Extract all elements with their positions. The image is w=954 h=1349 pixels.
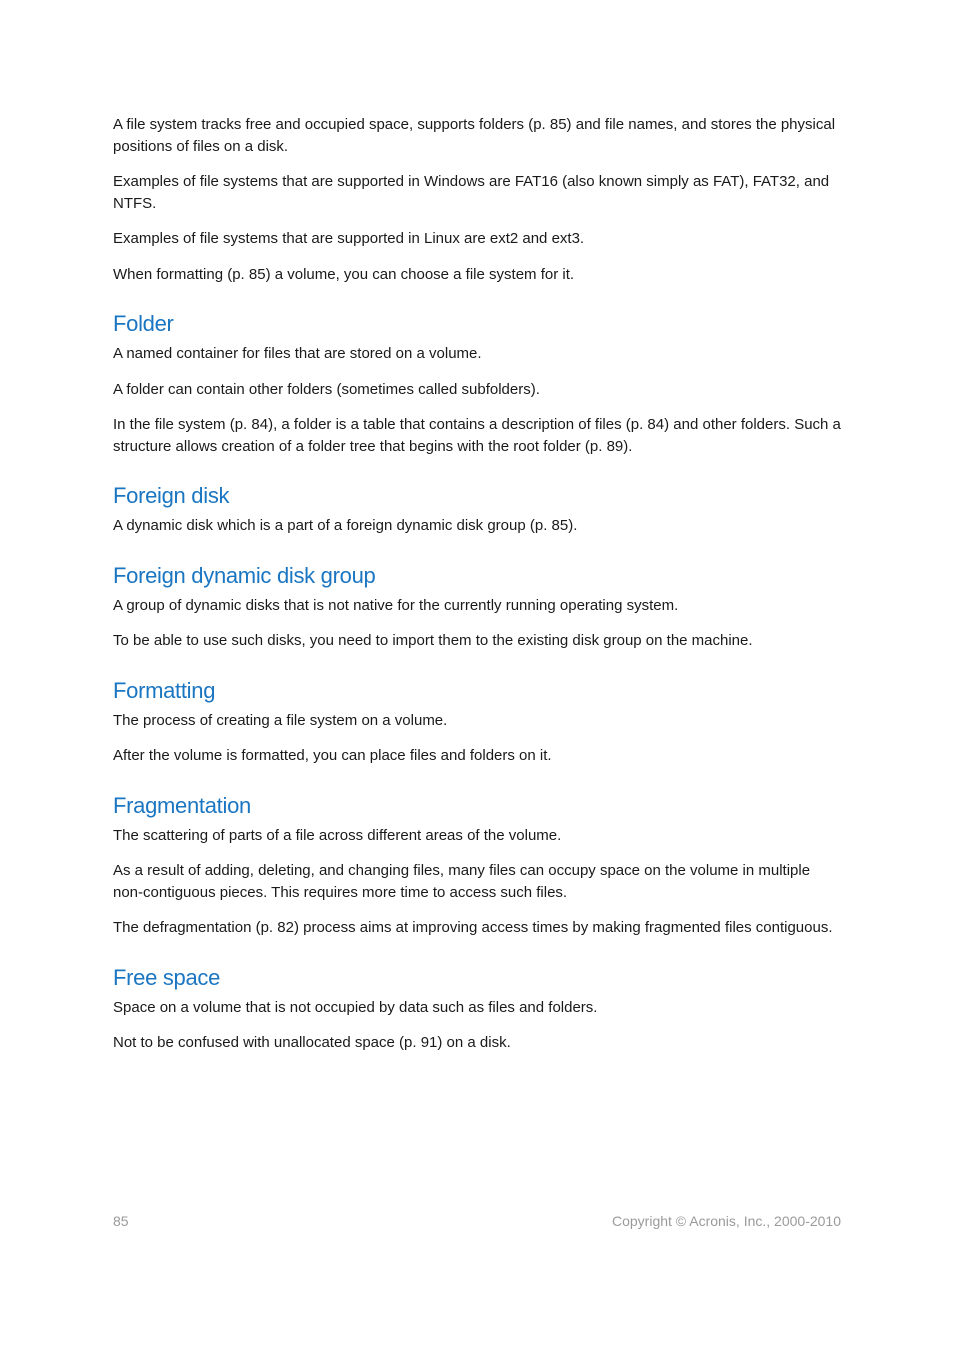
section-fragmentation xyxy=(113,793,841,939)
intro-paragraph: Examples of file systems that are supported in Linux are ext2 and ext3. xyxy=(113,230,585,247)
section-heading: Foreign dynamic disk group xyxy=(113,562,376,588)
section-heading: Fragmentation xyxy=(113,792,251,818)
section-paragraph: A folder can contain other folders (sometimes called subfolders). xyxy=(113,380,540,398)
section-paragraph: The process of creating a file system on a volume. xyxy=(113,711,448,729)
section-paragraph: As a result of adding, deleting, and changing files, many files can occupy space on the volume in multiple non-contiguous pieces. This requires more time to access such files. xyxy=(113,862,811,901)
section-paragraph: After the volume is formatted, you can place files and folders on it. xyxy=(113,747,552,764)
page-content xyxy=(113,114,841,1068)
section-paragraph: The scattering of parts of a file across different areas of the volume. xyxy=(113,826,562,844)
section-paragraph: Space on a volume that is not occupied by data such as files and folders. xyxy=(113,998,598,1016)
section-paragraph: Not to be confused with unallocated space (p. 91) on a disk. xyxy=(113,1034,511,1051)
section-formatting xyxy=(113,678,841,767)
section-paragraph: To be able to use such disks, you need to import them to the existing disk group on the machine. xyxy=(113,632,753,649)
section-free-space xyxy=(113,965,841,1054)
section-paragraph: In the file system (p. 84), a folder is a table that contains a description of files (p. 84) and other folders. Such a structure allows creation of a folder tree that begins with the root folder (p. 89). xyxy=(113,416,841,455)
section-paragraph: A dynamic disk which is a part of a foreign dynamic disk group (p. 85). xyxy=(113,517,578,534)
page-number: 85 xyxy=(113,1213,129,1229)
section-heading: Folder xyxy=(113,311,174,336)
intro-paragraph: A file system tracks free and occupied space, supports folders (p. 85) and file names, and stores the physical positions of files on a disk. xyxy=(113,116,836,155)
intro-paragraph: Examples of file systems that are supported in Windows are FAT16 (also known simply as FAT), FAT32, and NTFS. xyxy=(113,173,830,212)
section-paragraph: The defragmentation (p. 82) process aims at improving access times by making fragmented files contiguous. xyxy=(113,919,833,936)
section-heading: Formatting xyxy=(113,677,216,703)
copyright-notice: Copyright © Acronis, Inc., 2000-2010 xyxy=(612,1213,841,1229)
section-heading: Free space xyxy=(113,964,221,990)
section-foreign-dynamic-disk-group xyxy=(113,563,841,652)
intro-paragraph: When formatting (p. 85) a volume, you can choose a file system for it. xyxy=(113,265,575,283)
section-paragraph: A group of dynamic disks that is not native for the currently running operating system. xyxy=(113,596,679,614)
intro-section xyxy=(113,114,841,285)
section-heading: Foreign disk xyxy=(113,483,230,508)
section-paragraph: A named container for files that are stored on a volume. xyxy=(113,345,482,362)
section-folder xyxy=(113,311,841,457)
section-foreign-disk xyxy=(113,483,841,537)
